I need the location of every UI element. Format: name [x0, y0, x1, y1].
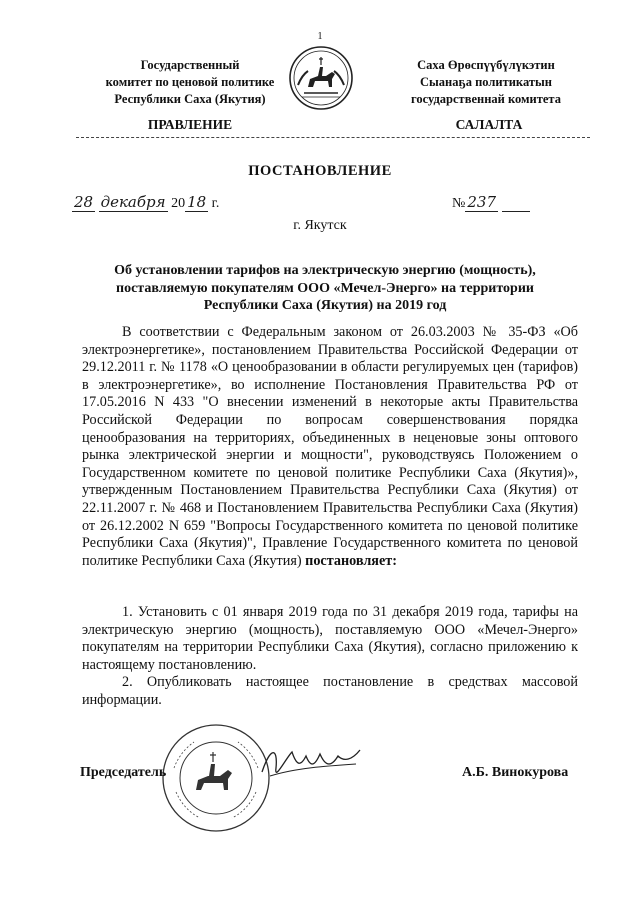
header-divider: [76, 137, 590, 138]
date-suffix: г.: [211, 196, 220, 211]
preamble: [82, 324, 578, 570]
header-left-line: Государственный: [140, 58, 240, 72]
header-right-line: Саха Өрөспүүбүлүкэтин: [417, 58, 555, 72]
board-label-russian: ПРАВЛЕНИЕ: [147, 117, 233, 132]
board-label-yakut: САЛАЛТА: [455, 117, 523, 132]
header-right-authority: [384, 57, 588, 108]
date-day: 28: [74, 193, 94, 211]
signatory-name: А.Б. Винокурова: [462, 765, 569, 780]
preamble-keyword: постановляет:: [305, 552, 397, 569]
page-number: 1: [317, 31, 323, 42]
handwritten-signature: [256, 738, 366, 788]
date-year-prefix: 20: [171, 196, 186, 211]
number-value: 237: [467, 193, 496, 211]
header-right-line: государственнай комитета: [411, 92, 561, 106]
number-prefix: №: [452, 196, 466, 211]
resolution-item: 1. Установить с 01 января 2019 года по 31 декабря 2019 года, тарифы на электрическую энергию (мощность), поставляемую ООО «Мечел-Энерго» покупателям на территории Республики Саха (Якутия), согласно приложению к настоящему постановлению.: [82, 604, 578, 673]
document-city: г. Якутск: [293, 218, 347, 233]
date-month: декабря: [100, 193, 166, 211]
document-subject: Об установлении тарифов на электрическую энергию (мощность), поставляемую покупателям ООО «Мечел-Энерго» на территории Республики Саха (Якутия) на 2019 год: [114, 263, 536, 313]
resolution-item: 2. Опубликовать настоящее постановление в средствах массовой информации.: [82, 674, 578, 708]
signatory-role: Председатель: [80, 765, 167, 780]
date-year-suffix: 18: [187, 193, 207, 211]
preamble-text: В соответствии с Федеральным законом от 26.03.2003 № 35-ФЗ «Об электроэнергетике», постановлением Правительства Российской Федерации от 29.12.2011 г. № 1178 «О ценообразовании в области регулируемых цен (тарифов) в электроэнергетике», во исполнение Постановления Правительства РФ от 17.05.2016 N 433 "О внесении изменений в некоторые акты Правительства Российской Федерации по вопросам совершенствования порядка ценообразования на территориях, объединенных в неценовые зоны оптового рынка электрической энергии и мощности", руководствуясь Положением о Государственном комитете по ценовой политике Республики Саха (Якутия)», утвержденным Постановлением Правительства Республики Саха (Якутия) от 22.11.2007 г. № 468 и Постановлением Правительства Республики Саха (Якутия) от 26.12.2002 N 659 "Вопросы Государственного комитета по ценовой политике Республики Саха (Якутия)", Правление Государственного комитета по ценовой политике Республики Саха (Якутия): [82, 324, 578, 569]
number-blank-line: [502, 196, 531, 212]
header-right-line: Сыанаҕа политикатын: [420, 75, 552, 89]
resolution-items: [82, 604, 578, 710]
document-type-title: ПОСТАНОВЛЕНИЕ: [248, 163, 392, 179]
document-number: [452, 193, 530, 212]
header-left-line: Республики Саха (Якутия): [114, 92, 266, 106]
coat-of-arms-emblem: [288, 45, 354, 111]
header-left-authority: [80, 57, 300, 108]
document-date: [72, 193, 219, 212]
header-left-line: комитет по ценовой политике: [105, 75, 275, 89]
